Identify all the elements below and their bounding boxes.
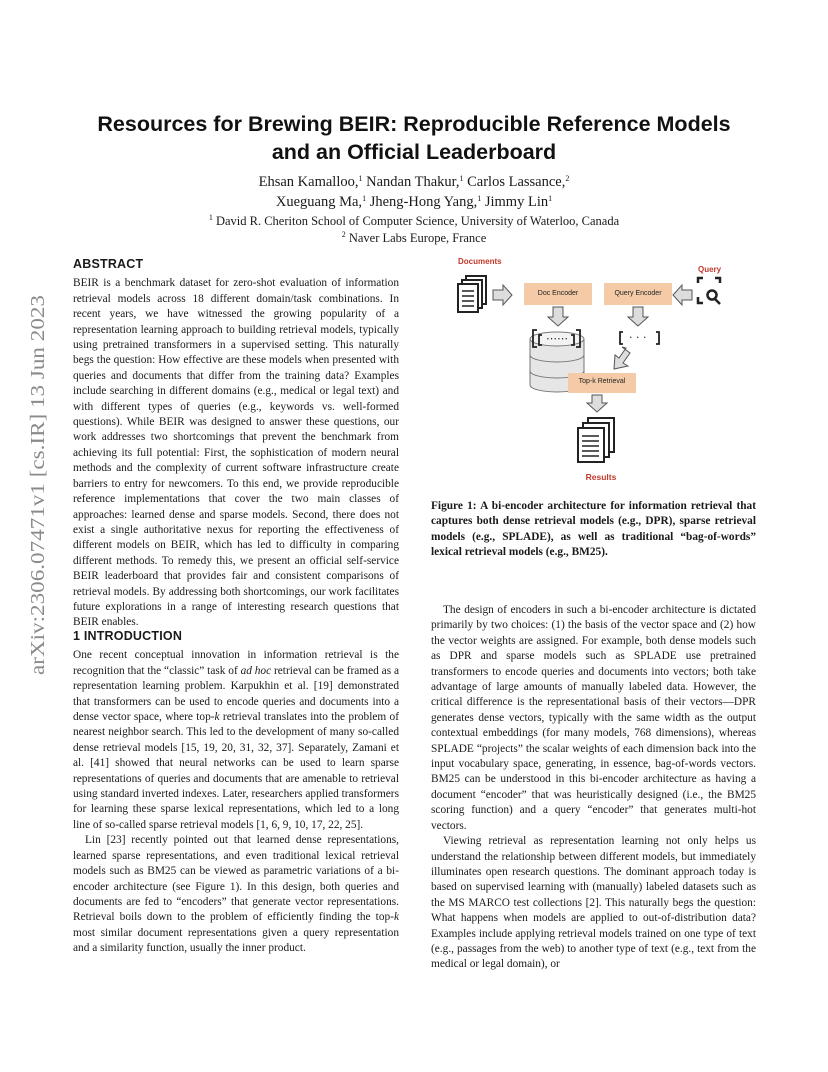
- arrow-icon: [628, 307, 648, 326]
- intro-text: most similar document representations given a query representation and a similarity function, usually the inner product.: [73, 926, 399, 955]
- abstract-heading: ABSTRACT: [73, 257, 144, 271]
- author-name: Xueguang Ma,: [275, 194, 363, 210]
- intro-heading: 1 INTRODUCTION: [73, 629, 183, 643]
- arrow-icon: [614, 347, 630, 369]
- author-affil-mark: 1: [477, 194, 482, 203]
- author-name: Nandan Thakur,: [362, 174, 460, 190]
- right-column-body: [431, 603, 756, 973]
- affil-mark: 1: [208, 213, 213, 222]
- title-line-1: Resources for Brewing BEIR: Reproducible Reference Models: [97, 112, 731, 136]
- intro-emphasis: k: [214, 711, 220, 724]
- author-name: Carlos Lassance,: [463, 174, 566, 190]
- affiliation-1: David R. Cheriton School of Computer Science, University of Waterloo, Canada: [212, 214, 620, 228]
- arrow-icon: [548, 307, 568, 326]
- intro-text: retrieval can be framed as a representation learning problem. Karpukhin et al. [19] demonstrated that transformers can be used to encode queries and documents into a dense vector space, where top-: [73, 664, 399, 724]
- author-list: [60, 172, 768, 212]
- abstract-text: BEIR is a benchmark dataset for zero-shot evaluation of information retrieval models across 18 different domain/task combinations. In recent years, we have witnessed the growing popularity of a representation learning approach to building retrieval models, typically using pretrained transformers in a supervised setting. This naturally begs the question: How effective are these models when presented with queries and documents that differ from the training data? Examples include searching in different domains (e.g., medical or legal text) and with different types of queries (e.g., keywords vs. well-formed questions). While BEIR was designed to answer these questions, our work addresses two shortcomings that prevent the benchmark from achieving its full potential: First, the sophistication of modern neural methods and the complexity of current software infrastructure create barriers to entry for newcomers. To this end, we provide reproducible reference implementations that cover the two main classes of approaches: learned dense and sparse models. Second, there does not exist a single authoritative nexus for reporting the effectiveness of different models on BEIR, which has led to difficulty in comparing different methods. To remedy this, we present an official self-service BEIR leaderboard that provides fair and consistent comparisons of retrieval models. By addressing both shortcomings, our work facilitates future explorations in a range of interesting research questions that BEIR enables.: [73, 277, 399, 629]
- documents-label: Documents: [458, 257, 502, 266]
- author-affil-mark: 1: [548, 194, 553, 203]
- arxiv-side-stamp: [22, 295, 52, 675]
- author-affil-mark: 1: [358, 174, 363, 183]
- author-affil-mark: 1: [362, 194, 367, 203]
- arxiv-stamp-svg: [22, 295, 52, 675]
- figure-caption: Figure 1: A bi-encoder architecture for information retrieval that captures both dense retrieval models (e.g., DPR), sparse retrieval models (e.g., SPLADE), as well as traditional “bag-of-words” lexical retrieval models (e.g., BM25).: [431, 500, 756, 559]
- author-affil-mark: 2: [565, 174, 570, 183]
- abstract-section: [73, 257, 399, 631]
- author-name: Jimmy Lin: [481, 194, 549, 210]
- results-icon: [578, 418, 614, 462]
- query-label: Query: [698, 265, 722, 274]
- arrow-icon: [587, 395, 607, 412]
- paper-title: [60, 110, 768, 166]
- intro-paragraph-1: [73, 648, 399, 833]
- arrow-icon: [493, 285, 512, 305]
- query-encoder-label: Query Encoder: [614, 290, 662, 297]
- results-label: Results: [585, 472, 617, 482]
- author-name: Jheng-Hong Yang,: [366, 194, 478, 210]
- query-search-icon: [698, 278, 720, 304]
- intro-text: Lin [23] recently pointed out that learned dense representations, learned sparse representations, and even traditional lexical retrieval models such as BM25 can be viewed as parametric variations of a bi-encoder architecture (see Figure 1). In this design, both queries and documents are fed to “encoders” that generate vector representations. Retrieval boils down to the problem of efficiently finding the top-: [73, 834, 399, 924]
- author-name: Ehsan Kamalloo,: [258, 174, 359, 190]
- doc-encoder-label: Doc Encoder: [537, 290, 579, 297]
- affiliation-2: Naver Labs Europe, France: [345, 231, 487, 245]
- intro-emphasis: ad hoc: [240, 664, 272, 677]
- body-paragraph: The design of encoders in such a bi-encoder architecture is dictated primarily by two choices: (1) the basis of the vector space and (2) how the vector weights are assigned. For example, both dense models such as DPR and sparse models such as SPLADE use pretrained transformers to encode queries and documents into vectors; both take advantage of large amounts of manually labeled data. However, the critical difference is the representational basis of their vectors—DPR generates dense vectors, typically with the same width as the output contextual embeddings (for many models, 768 dimensions), whereas SPLADE “projects” the scalar weights of each dimension back into the input vocabulary space, generating, in essence, bag-of-words vectors. BM25 can be understood in this bi-encoder architecture as having a document “encoder” that was heuristically designed (i.e., the BM25 scoring function) and a query “encoder” that generates multi-hot vectors.: [431, 604, 756, 832]
- affil-mark: 2: [341, 230, 346, 239]
- topk-retrieval-label: Top-k Retrieval: [578, 378, 626, 385]
- doc-vector-dots: ⋯⋯: [546, 332, 568, 345]
- title-line-2: and an Official Leaderboard: [271, 140, 557, 164]
- intro-text: retrieval translates into the problem of nearest neighbor search. This led to the development of many so-called dense retrieval models [15, 19, 20, 31, 32, 37]. Separately, Zamani et al. [41] showed that neural networks can be used to learn sparse representations of queries and documents that are amenable to retrieval using standard inverted indexes. Later, researchers applied transformers for learning these sparse lexical representations, which led to a long line of so-called sparse retrieval models [1, 6, 9, 10, 17, 22, 25].: [73, 711, 400, 831]
- query-vector-dots: · · ·: [629, 331, 647, 344]
- arrow-icon: [673, 285, 692, 305]
- figure-1: [440, 255, 740, 490]
- intro-text: One recent conceptual innovation in information retrieval is the recognition that the “classic” task of: [73, 649, 399, 677]
- author-affil-mark: 1: [459, 174, 464, 183]
- intro-emphasis: k: [393, 911, 399, 924]
- intro-paragraph-2: [73, 833, 399, 956]
- documents-icon: [458, 276, 486, 312]
- arxiv-stamp-text: arXiv:2306.07471v1 [cs.IR] 13 Jun 2023: [27, 337, 49, 675]
- introduction-section: [73, 629, 399, 957]
- body-paragraph: Viewing retrieval as representation learning not only helps us understand the relationship between different models, but immediately illuminates open research questions. The dominant approach today is based on supervised learning with (manually) labeled datasets such as the MS MARCO test collections [2]. This naturally begs the question: What happens when models are applied to out-of-distribution data? Examples include applying retrieval models trained on one type of text (e.g., passages from the web) to another type of text (e.g., text from the medical or legal domain), or: [431, 835, 756, 971]
- affiliations: [60, 213, 768, 247]
